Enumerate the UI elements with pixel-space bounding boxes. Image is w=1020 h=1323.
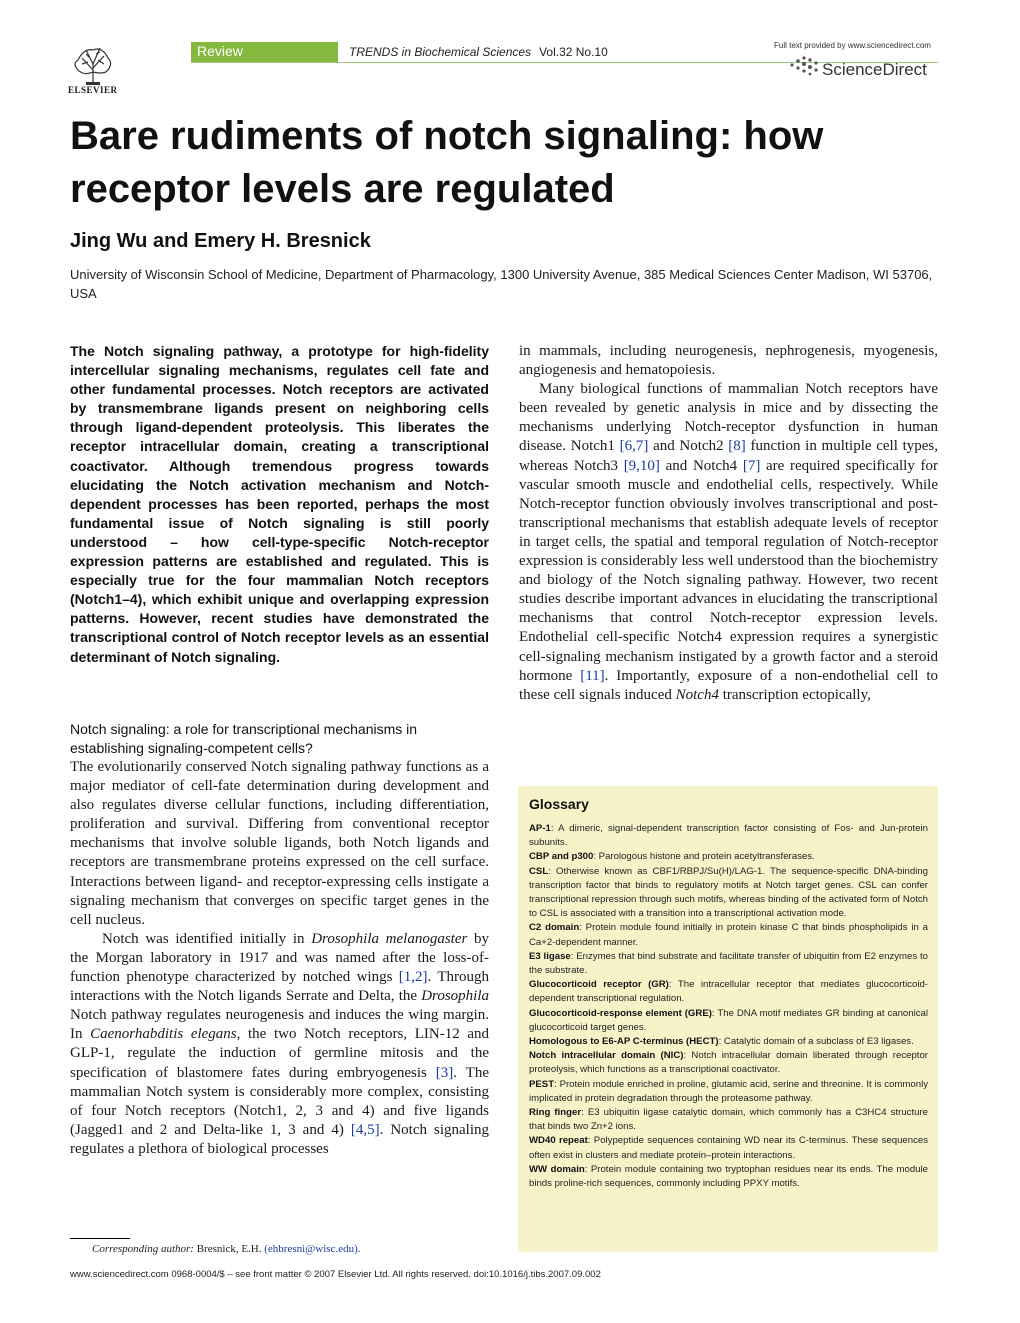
glossary-definition: : Notch intracellular domain liberated through receptor proteolysis, which functions as a transcriptional coactivator.	[529, 1050, 928, 1076]
left-column-body	[70, 758, 489, 1159]
right-column-body	[519, 342, 938, 705]
species-name: Drosophila	[421, 988, 489, 1005]
body-paragraph	[519, 380, 938, 705]
glossary-definition: : Protein module found initially in protein kinase C that binds phospholipids in a Ca+2-dependent manner.	[529, 922, 928, 948]
glossary-term: AP-1	[529, 823, 551, 834]
glossary-definition: : Enzymes that bind substrate and facilitate transfer of ubiquitin from E2 enzymes to the substrate.	[529, 950, 928, 977]
journal-name: TRENDS in Biochemical Sciences	[349, 45, 532, 59]
text-run: are required specifically for vascular smooth muscle and endothelial cells, respectively. While Notch-receptor function obviously involves transcriptional and post-transcriptional mechanisms that establish adequate levels of receptor in target cells, the spatial and temporal regulation of Notch-receptor expression is considerably less well understood than the biochemistry and biology of the Notch signaling pathway. However, two recent studies describe important advances in elucidating the transcriptional mechanisms that control Notch-receptor expression levels. Endothelial cell-specific Notch4 expression requires a synergistic cell-signaling mechanism instigated by a growth factor and a steroid hormone	[519, 457, 938, 684]
glossary-definition: : Polypeptide sequences containing WD near its C-terminus. These sequences often exist in clusters and mediate protein–protein interactions.	[529, 1135, 928, 1161]
glossary-definition: : Otherwise known as CBF1/RBPJ/Su(H)/LAG-1. The sequence-specific DNA-binding transcription factor that binds to regulatory motifs at Notch target genes. CSL can confer transcriptional repression through such motifs, whereas binding of the activated form of Notch to CSL is associated with a transition into a transcriptional activation mode.	[529, 865, 928, 920]
article-title: Bare rudiments of notch signaling: how receptor levels are regulated	[70, 114, 824, 211]
text-run: and Notch4	[659, 457, 743, 474]
citation-link[interactable]: [1,2]	[398, 969, 428, 986]
citation-link[interactable]: [6,7]	[619, 438, 649, 455]
glossary-term: CSL	[529, 865, 549, 877]
glossary-entry	[529, 865, 928, 922]
glossary-definition: : The intracellular receptor that mediates glucocorticoid-dependent transcriptional regulation.	[529, 979, 928, 1005]
text-run: by the Morgan laboratory in 1917 and was named after the loss-of-function phenotype characterized by notched wings	[70, 930, 490, 986]
text-run: Notch was identified initially in	[102, 930, 312, 947]
body-paragraph: in mammals, including neurogenesis, nephrogenesis, myogenesis, angiogenesis and hematopoiesis.	[519, 343, 938, 379]
glossary-entry	[529, 1134, 928, 1162]
glossary-term: WD40 repeat	[529, 1135, 588, 1147]
text-run: . Importantly, exposure of a non-endothelial cell to these cell signals induced	[519, 667, 938, 703]
glossary-definition: : Protein module enriched in proline, glutamic acid, serine and threonine. It is commonly implicated in protein degradation through the proteasome pathway.	[529, 1078, 928, 1104]
glossary-entry	[529, 1007, 928, 1035]
text-run: . Notch signaling regulates a plethora of biological processes	[70, 1121, 489, 1157]
text-run: . The mammalian Notch system is considerably more complex, consisting of four Notch receptors (Notch1, 2, 3 and 4) and five ligands (Jagged1 and 2 and Delta-like 1, 3 and 4)	[70, 1064, 489, 1138]
species-name: Caenorhabditis elegans	[90, 1026, 237, 1043]
glossary-term: Notch intracellular domain (NIC)	[529, 1050, 684, 1062]
text-run: , the two Notch receptors, LIN-12 and GLP-1, regulate the induction of germline mitosis and the specification of blastomere fates during embryogenesis	[70, 1026, 489, 1081]
author-affiliation: University of Wisconsin School of Medicine, Department of Pharmacology, 1300 University Avenue, 385 Medical Sciences Center Madison, WI 53706, USA	[70, 267, 933, 301]
citation-link[interactable]: [4,5]	[350, 1121, 380, 1138]
text-run: function in multiple cell types, whereas Notch3	[519, 438, 938, 474]
section-heading: Notch signaling: a role for transcriptional mechanisms in establishing signaling-competent cells?	[70, 721, 418, 756]
footnote-label: Corresponding author:	[92, 1243, 194, 1255]
author-name: Bresnick, E.H.	[196, 1243, 262, 1255]
glossary-term: E3 ligase	[529, 950, 571, 962]
text-run: and Notch2	[648, 438, 729, 455]
glossary-term: WW domain	[529, 1163, 585, 1175]
glossary-entry	[529, 1049, 928, 1077]
glossary-term: Ring finger	[529, 1107, 582, 1119]
glossary-title: Glossary	[529, 796, 589, 812]
text-run: Many biological functions of mammalian Notch receptors have been revealed by genetic analysis in mice and by dissecting the mechanisms underlying Notch-receptor dysfunction in human disease. Notch1	[519, 381, 938, 455]
citation-link[interactable]: [3]	[435, 1064, 454, 1081]
provided-by-text[interactable]: Full text provided by www.sciencedirect.com	[774, 41, 931, 50]
glossary-entry	[529, 950, 928, 978]
glossary-definition: : Parologous histone and protein acetyltransferases.	[593, 851, 815, 863]
sciencedirect-logo-text: ScienceDirect	[822, 60, 927, 79]
body-paragraph	[70, 930, 489, 1159]
body-paragraph: The evolutionarily conserved Notch signaling pathway functions as a major mediator of cell-fate determination during development and also regulates diverse cellular functions, including differentiation, proliferation and survival. Differing from conventional receptor mechanisms that involve soluble ligands, both Notch ligands and receptors are transmembrane proteins expressed on the cell surface. Interactions between ligand- and receptor-expressing cells instigate a signaling mechanism that converges on specific target genes in the cell nucleus.	[70, 759, 489, 928]
glossary-definition: : A dimeric, signal-dependent transcription factor consisting of Fos- and Jun-protein subunits.	[529, 823, 928, 849]
article-authors: Jing Wu and Emery H. Bresnick	[70, 230, 371, 252]
footnote-rule	[70, 1238, 130, 1239]
glossary-definition: : Protein module containing two tryptophan residues near its ends. The module binds proline-rich sequences, commonly including PPXY motifs.	[529, 1163, 929, 1190]
text-run: transcription ectopically,	[718, 686, 871, 703]
glossary-box	[518, 786, 938, 1252]
journal-header	[349, 45, 608, 59]
author-email-link[interactable]: (ehbresni@wisc.edu).	[264, 1243, 361, 1255]
glossary-term: Homologous to E6-AP C-terminus (HECT)	[529, 1036, 719, 1048]
section-tab-review: Review	[191, 42, 338, 62]
citation-link[interactable]: [8]	[728, 438, 746, 455]
glossary-definition: : E3 ubiquitin ligase catalytic domain, which commonly has a C3HC4 structure that binds two Zn+2 ions.	[529, 1107, 928, 1133]
glossary-entry	[529, 921, 928, 949]
glossary-entry	[529, 1078, 928, 1106]
abstract: The Notch signaling pathway, a prototype for high-fidelity intercellular signaling mechanisms, regulates cell fate and other fundamental processes. Notch receptors are activated by transmembrane ligands present on neighboring cells through ligand-dependent proteolysis. This liberates the receptor intracellular domain, creating a transcriptional coactivator. Although tremendous progress towards elucidating the Notch activation mechanism and Notch-dependent processes has been reported, perhaps the most fundamental issue of Notch signaling is still poorly understood – how cell-type-specific Notch-receptor expression patterns are established and regulated. This is especially true for the four mammalian Notch receptors (Notch1–4), which exhibit unique and overlapping expression patterns. However, recent studies have demonstrated the transcriptional control of Notch receptor levels as an essential determinant of Notch signaling.	[70, 343, 489, 665]
citation-link[interactable]: [11]	[580, 667, 605, 684]
glossary-entry	[529, 1035, 928, 1049]
species-name: Drosophila melanogaster	[311, 930, 468, 947]
glossary-entry	[529, 978, 928, 1006]
glossary-entry	[529, 1106, 928, 1134]
text-run: Notch pathway regulates neurogenesis and induces the wing margin. In	[70, 1007, 489, 1043]
gene-name: Notch4	[675, 686, 719, 703]
corresponding-author-note	[92, 1243, 361, 1255]
glossary-entry	[529, 850, 928, 864]
glossary-definition: : The DNA motif mediates GR binding at canonical glucocorticoid target genes.	[529, 1007, 928, 1033]
journal-volume: Vol.32 No.10	[539, 45, 608, 59]
glossary-term: CBP and p300	[529, 851, 594, 863]
citation-link[interactable]: [7]	[742, 457, 761, 474]
glossary-entry	[529, 822, 928, 850]
glossary-definition: : Catalytic domain of a subclass of E3 ligases.	[718, 1036, 914, 1048]
glossary-entry	[529, 1163, 928, 1191]
glossary-term: C2 domain	[529, 922, 580, 934]
citation-link[interactable]: [9,10]	[623, 457, 660, 474]
elsevier-wordmark: ELSEVIER	[68, 85, 118, 95]
text-run: . Through interactions with the Notch ligands Serrate and Delta, the	[70, 969, 489, 1005]
glossary-term: Glucocorticoid receptor (GR)	[529, 979, 669, 991]
glossary-term: PEST	[529, 1078, 555, 1090]
glossary-term: Glucocorticoid-response element (GRE)	[529, 1007, 712, 1019]
glossary-list	[529, 822, 928, 1191]
page-footer: www.sciencedirect.com 0968-0004/$ – see front matter © 2007 Elsevier Ltd. All rights reserved. doi:10.1016/j.tibs.2007.09.002	[70, 1269, 601, 1280]
sciencedirect-dots-icon	[788, 55, 820, 77]
